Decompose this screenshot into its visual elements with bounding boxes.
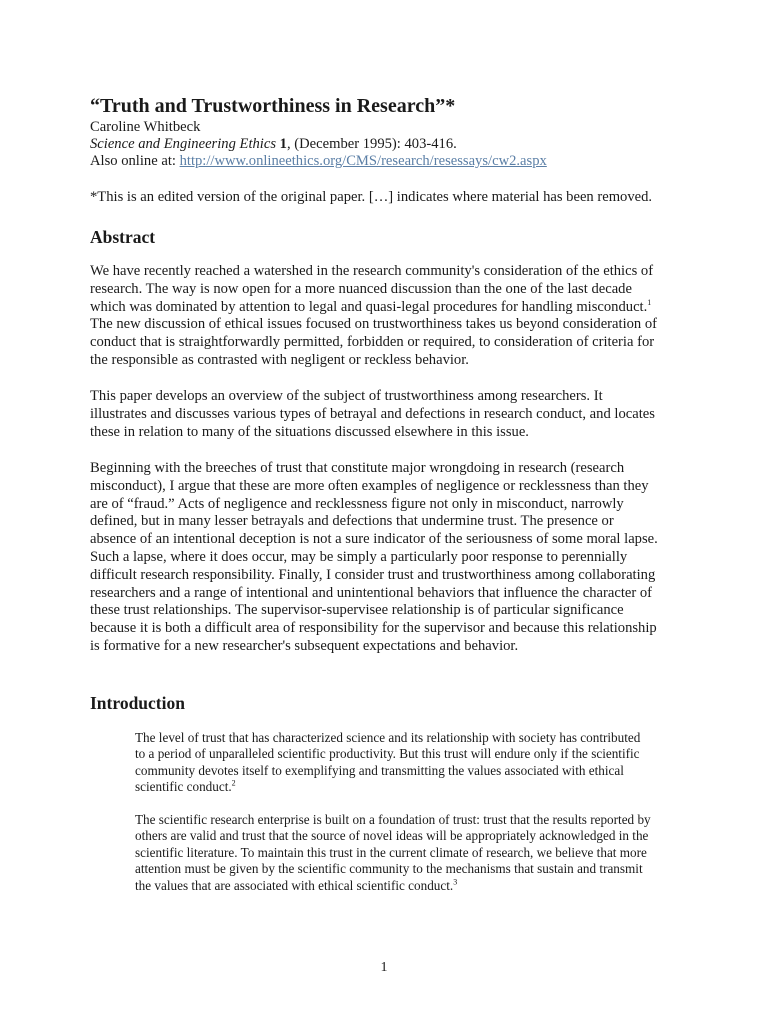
text-line: to a period of unparalleled scientific productivity. But this trust will endure only if the scientific — [135, 746, 640, 762]
text-line-content: which was dominated by attention to legal and quasi-legal procedures for handling misconduct. — [90, 298, 648, 315]
text-line — [135, 878, 680, 894]
text-line: The level of trust that has characterized science and its relationship with society has contributed — [135, 730, 641, 745]
text-line: The scientific research enterprise is built on a foundation of trust: trust that the results reported by — [135, 812, 651, 827]
text-line: are of “fraud.” Acts of negligence and recklessness figure not only in misconduct, narrowly — [90, 495, 624, 512]
text-line — [135, 779, 680, 795]
abstract-paragraph-3 — [90, 460, 680, 656]
footnote-marker[interactable]: 3 — [453, 877, 458, 887]
text-line: misconduct), I argue that these are more often examples of negligence or recklessness than they — [90, 477, 649, 494]
text-line: This paper develops an overview of the subject of trustworthiness among researchers. It — [90, 388, 603, 404]
text-line: Beginning with the breeches of trust that constitute major wrongdoing in research (research — [90, 460, 625, 476]
text-line: the responsible as contrasted with negligent or reckless behavior. — [90, 351, 469, 368]
page-number: 1 — [380, 960, 388, 975]
journal-name: Science and Engineering Ethics — [90, 136, 277, 152]
text-line: is formative for a new researcher's subsequent expectations and behavior. — [90, 637, 519, 654]
journal-volume: 1 — [279, 136, 287, 152]
text-line: absence of an intentional deception is not a sure indicator of the seriousness of some moral lapse. — [90, 531, 658, 548]
text-line: conduct that is straightforwardly permitted, forbidden or required, to consideration of criteria for — [90, 334, 655, 351]
text-line: scientific literature. To maintain this trust in the current climate of research, we believe that more — [135, 844, 647, 860]
citation-block — [90, 119, 680, 170]
introduction-quote-1 — [135, 730, 680, 796]
text-line: Such a lapse, where it does occur, may be simply a particularly poor response to perennially — [90, 548, 628, 565]
text-line: these in relation to many of the situations discussed elsewhere in this issue. — [90, 423, 529, 440]
introduction-heading: Introduction — [90, 693, 185, 713]
edit-note: *This is an edited version of the original paper. […] indicates where material has been removed. — [90, 189, 653, 205]
online-source — [90, 153, 680, 170]
introduction-quote-2 — [135, 812, 680, 894]
abstract-heading: Abstract — [90, 227, 156, 247]
online-url-link[interactable]: http://www.onlineethics.org/CMS/research/resessays/cw2.aspx — [179, 153, 547, 169]
text-line: these trust relationships. The supervisor-supervisee relationship is of particular significance — [90, 602, 624, 619]
abstract-paragraph-1 — [90, 263, 680, 370]
footnote-marker[interactable]: 2 — [231, 778, 236, 788]
online-prefix: Also online at: — [90, 153, 180, 169]
citation-details: , (December 1995): 403-416. — [286, 136, 457, 152]
text-line: research. The way is now open for a more nuanced discussion than the one of the last decade — [90, 280, 632, 297]
text-line: others are valid and trust that the source of novel ideas will be appropriately acknowledged in the — [135, 828, 649, 844]
author-name: Caroline Whitbeck — [90, 119, 201, 135]
footnote-marker[interactable]: 1 — [647, 297, 652, 307]
text-line: because it is both a difficult area of responsibility for the supervisor and because this relationship — [90, 620, 657, 637]
text-line: difficult research responsibility. Finally, I consider trust and trustworthiness among collaborating — [90, 566, 656, 583]
abstract-paragraph-2 — [90, 388, 680, 441]
journal-citation — [90, 136, 680, 153]
document-title: “Truth and Trustworthiness in Research”* — [90, 95, 456, 117]
text-line: researchers and a range of intentional and unintentional behaviors that influence the character of — [90, 584, 653, 601]
text-line: We have recently reached a watershed in the research community's consideration of the ethics of — [90, 263, 654, 279]
text-line: The new discussion of ethical issues focused on trustworthiness takes us beyond consideration of — [90, 316, 658, 333]
text-line — [90, 299, 680, 317]
text-line: defined, but in many lesser betrayals and defections that undermine trust. The presence or — [90, 513, 614, 530]
text-line-content: scientific conduct. — [135, 779, 232, 795]
text-line: attention must be given by the scientific community to the mechanisms that sustain and transmit — [135, 861, 643, 877]
text-line-content: the values that are associated with ethical scientific conduct. — [135, 877, 454, 893]
text-line: illustrates and discusses various types of betrayal and defections in research conduct, and locates — [90, 405, 655, 422]
text-line: community devotes itself to exemplifying and transmitting the values associated with ethical — [135, 762, 624, 778]
